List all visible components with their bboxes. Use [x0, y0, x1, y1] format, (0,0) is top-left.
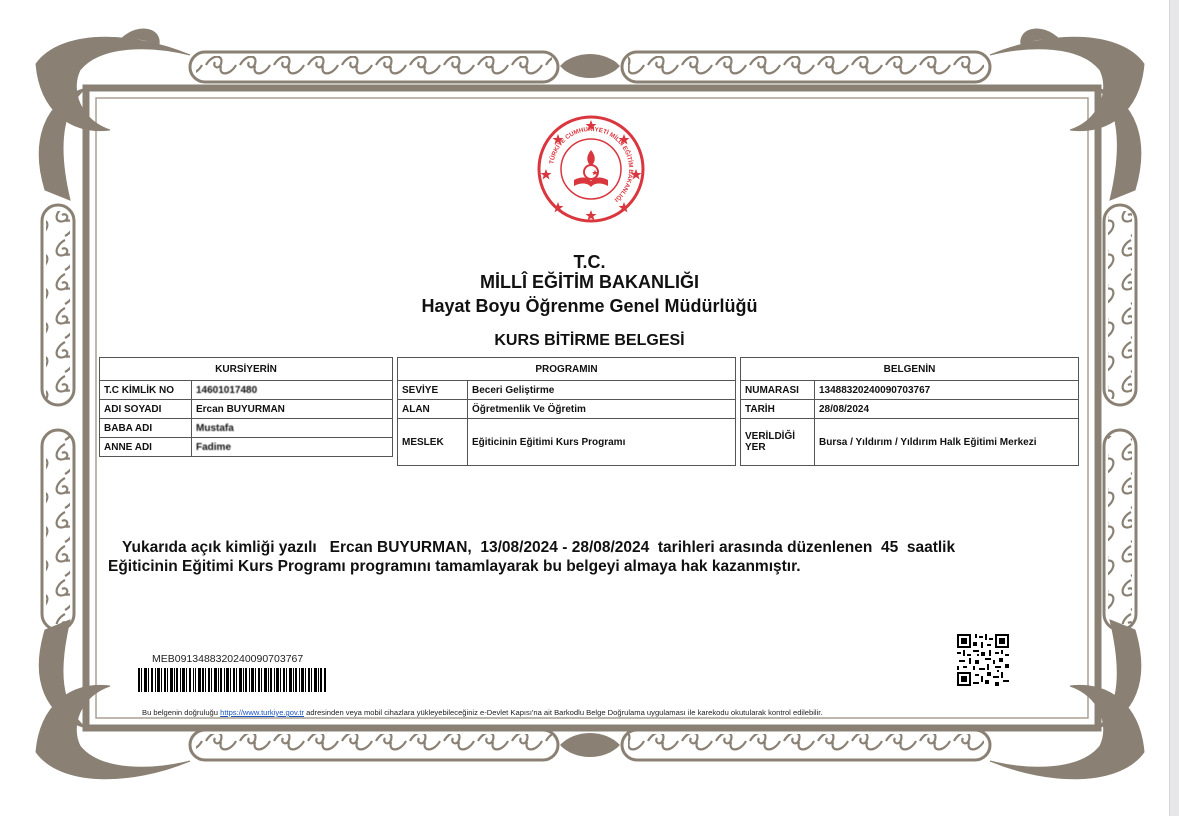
trainee-table — [99, 357, 393, 457]
qr-code-icon — [957, 634, 1009, 686]
completion-statement — [108, 538, 955, 576]
turkiye-gov-link[interactable]: https://www.turkiye.gov.tr — [220, 708, 304, 717]
footer-prefix: Bu belgenin doğruluğu — [142, 708, 219, 717]
row-value: 13488320240090703767 — [815, 381, 1079, 400]
table-row — [741, 400, 1079, 419]
row-label: MESLEK — [398, 419, 468, 466]
row-value — [192, 438, 393, 457]
header-ministry: MİLLÎ EĞİTİM BAKANLIĞI — [480, 272, 699, 292]
trainee-table-heading: KURSİYERİN — [100, 358, 393, 381]
row-value: Beceri Geliştirme — [468, 381, 736, 400]
verification-note — [142, 708, 823, 717]
table-row — [398, 381, 736, 400]
row-value — [192, 381, 393, 400]
meb-emblem-icon — [536, 114, 646, 224]
table-row — [398, 419, 736, 466]
viewer-scrollbar[interactable] — [1169, 0, 1179, 816]
table-row — [100, 400, 393, 419]
table-row — [741, 381, 1079, 400]
certificate-title: KURS BİTİRME BELGESİ — [494, 332, 685, 349]
row-label: TARİH — [741, 400, 815, 419]
row-label: ANNE ADI — [100, 438, 192, 457]
table-row — [100, 381, 393, 400]
tc-no-value: 14601017480 — [196, 384, 258, 396]
row-value: Ercan BUYURMAN — [192, 400, 393, 419]
row-label: T.C KİMLİK NO — [100, 381, 192, 400]
certificate-table-heading: BELGENİN — [741, 358, 1079, 381]
barcode-number: MEB0913488320240090703767 — [152, 653, 304, 665]
row-value: Eğiticinin Eğitimi Kurs Programı — [468, 419, 736, 466]
statement-line-1: Yukarıda açık kimliği yazılı Ercan BUYURMAN, 13/08/2024 - 28/08/2024 tarihleri arasında düzenlenen 45 saatlik — [122, 539, 956, 556]
header-directorate: Hayat Boyu Öğrenme Genel Müdürlüğü — [421, 296, 758, 316]
row-label: VERİLDİĞİ YER — [741, 419, 815, 466]
row-value: Öğretmenlik Ve Öğretim — [468, 400, 736, 419]
footer-suffix: adresinden veya mobil cihazlara yükleyebileceğiniz e-Devlet Kapısı'na ait Barkodlu Belge Doğrulama uygulaması ile karekodu okutularak kontrol edilebilir. — [306, 708, 823, 717]
barcode-icon — [138, 668, 326, 692]
table-row — [398, 400, 736, 419]
mother-name-value: Fadime — [196, 441, 232, 453]
program-table-heading: PROGRAMIN — [398, 358, 736, 381]
table-row — [100, 419, 393, 438]
row-label: BABA ADI — [100, 419, 192, 438]
table-row — [100, 438, 393, 457]
emblem-ring-text: TÜRKİYE CUMHURİYETİ MİLLÎ EĞİTİM BAKANLIĞI — [548, 125, 635, 204]
father-name-value: Mustafa — [196, 422, 234, 434]
table-row — [741, 419, 1079, 466]
row-value — [192, 419, 393, 438]
row-label: NUMARASI — [741, 381, 815, 400]
row-label: ALAN — [398, 400, 468, 419]
row-value: 28/08/2024 — [815, 400, 1079, 419]
certificate-info-table — [740, 357, 1079, 466]
row-label: ADI SOYADI — [100, 400, 192, 419]
program-table — [397, 357, 736, 466]
row-value: Bursa / Yıldırım / Yıldırım Halk Eğitimi Merkezi — [815, 419, 1079, 466]
row-label: SEVİYE — [398, 381, 468, 400]
header-tc: T.C. — [573, 252, 606, 272]
statement-line-2: Eğiticinin Eğitimi Kurs Programı programını tamamlayarak bu belgeyi almaya hak kazanmıştır. — [108, 558, 801, 575]
